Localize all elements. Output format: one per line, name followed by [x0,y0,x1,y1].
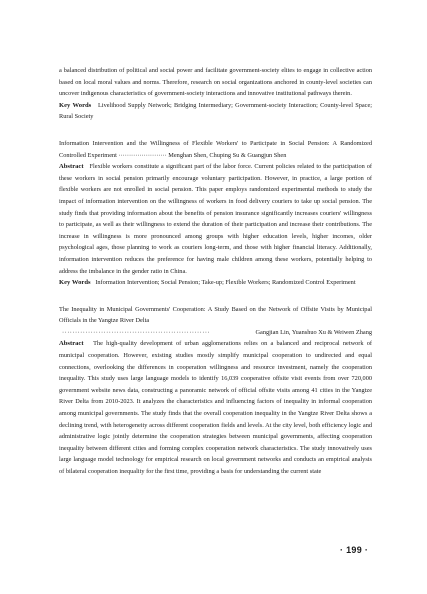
keywords-label: Key Words [59,101,92,109]
article-abstract [59,338,372,477]
title-leader: ······················· [118,151,167,159]
article-authors: Menghan Shen, Chuping Su & Guangjun Shen [168,151,287,159]
keywords-label: Key Words [59,279,91,287]
abstract-text: The high-quality development of urban agglomerations relies on a balanced and reciprocal network of municipal cooperation. However, existing studies mostly simplify municipal cooperation to undirected and equal connections, overlooking the differences in cooperation willingness and resource investment, namely the cooperation inequality. This study uses large language models to identify 16,039 cooperative offsite visit events from over 720,000 government website news data, constructing a panoramic network of official offsite visits among 41 cities in the Yangtze River Delta from 2010-2023. It analyzes the characteristics and influencing factors of inequality in informal cooperation among municipal governments. The study finds that the overall cooperation inequality in the Yangtze River Delta shows a declining trend, with heterogeneity across different cooperation fields and levels. At the city level, both efficiency logic and administrative logic jointly determine the cooperation strategies between municipal governments, affecting cooperation inequality between different cities and forming complex cooperation network characteristics. The study innovatively uses large language model technology for empirical research on local government networks and conducts an empirical analysis of bilateral cooperation inequality for the first time, providing a basis for understanding the current state [59,340,372,475]
article-entry [59,304,372,478]
article-title: The Inequality in Municipal Governments' Cooperation: A Study Based on the Network of Offsite Visits by Municipal Officials in the Yangtze River Delta [59,305,372,325]
article-title [59,138,372,161]
continuation-paragraph: a balanced distribution of political and social power and facilitate government-society elites to engage in collective action based on local moral values and norms. Therefore, research on social organizations anchored in county-level societies can uncover indigenous characteristics of government-society interactions and innovative institutional pathways therein. [59,67,372,98]
article-abstract [59,161,372,277]
keywords-text: Information Intervention; Social Pension; Take-up; Flexible Workers; Randomized Control Experiment [95,279,356,287]
title-leader: ························································· [62,328,211,336]
abstract-label: Abstract [59,163,84,171]
article-authors: Gangjian Lin, Yuanshuo Xu & Weiwen Zhang [255,328,372,336]
article-title-text: Information Intervention and the Willingness of Flexible Workers' to Participate in Social Pension: A Randomized Controlled Experiment [59,139,372,159]
keywords-text: Livelihood Supply Network; Bridging Intermediary; Government-society Interaction; County-level Space; Rural Society [59,101,372,121]
article-entry [59,138,372,289]
continuation-keywords [59,100,372,123]
page-number: · 199 · [340,545,369,555]
article-byline [59,327,372,339]
article-keywords [59,277,372,289]
abstract-text: Flexible workers constitute a significant part of the labor force. Current policies related to the participation of these workers in social pension primarily encourage voluntary participation. However, in practice, a large portion of flexible workers are not enrolled in social pension. This paper employs randomized experimental methods to study the impact of information intervention on the willingness of workers in food delivery couriers to take up social pension. The study finds that providing information about the benefits of pension insurance significantly increases couriers' willingness to participate, as well as their willingness to extend the duration of their participation and increase their contributions. The increase in willingness is more pronounced among groups with higher education levels, higher incomes, older psychological ages, those planning to work as couriers long-term, and those with higher financial literacy. Additionally, information intervention reduces the preference for having male children among these workers, potentially helping to address the imbalance in the gender ratio in China. [59,163,372,275]
page-content [59,65,372,478]
abstract-label: Abstract [59,340,84,348]
